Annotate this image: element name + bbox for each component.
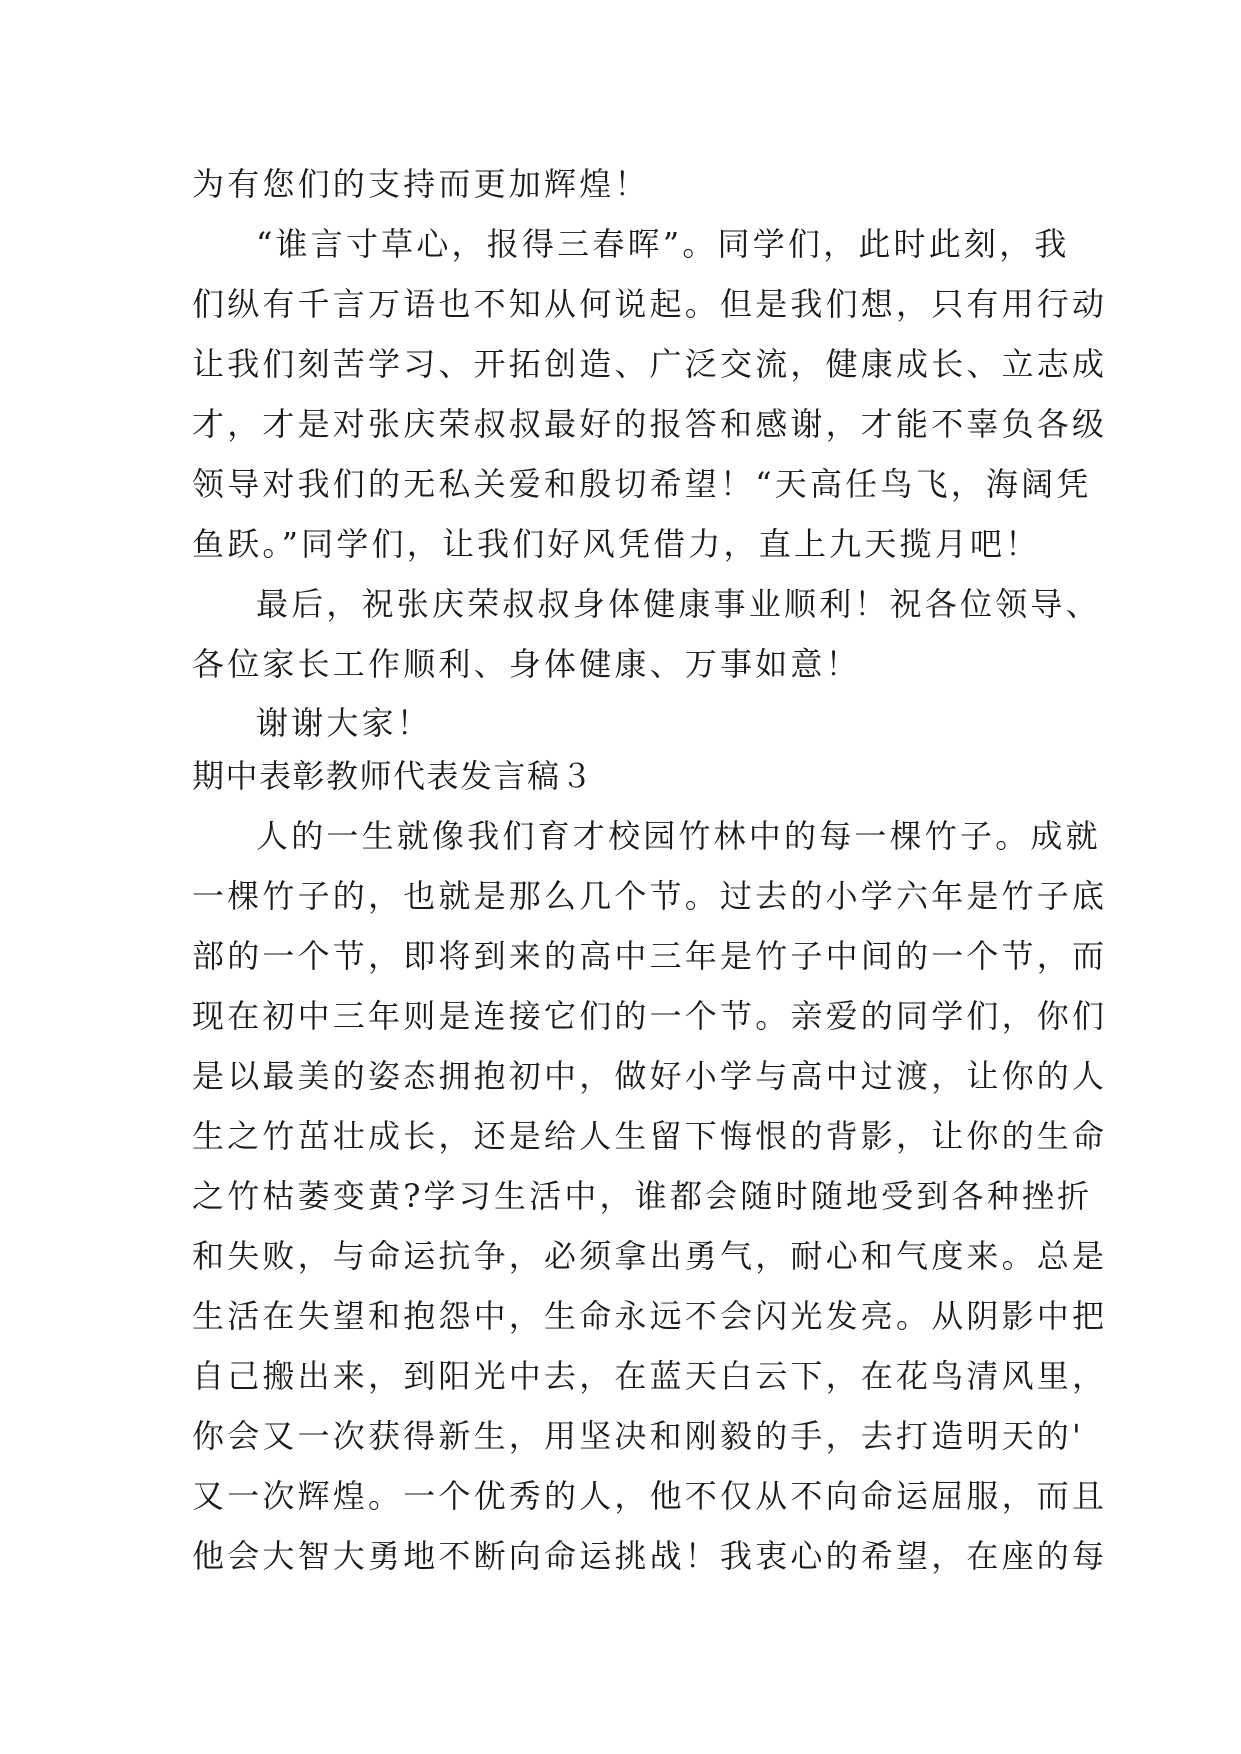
text-line: 领导对我们的无私关爱和殷切希望！“天高任鸟飞，海阔凭: [192, 465, 1092, 503]
text-line: 最后，祝张庆荣叔叔身体健康事业顺利！祝各位领导、: [256, 585, 1101, 623]
text-line: 和失败，与命运抗争，必须拿出勇气，耐心和气度来。总是: [192, 1237, 1108, 1275]
text-line: 一棵竹子的，也就是那么几个节。过去的小学六年是竹子底: [192, 877, 1108, 915]
text-line: 你会又一次获得新生，用坚决和刚毅的手，去打造明天的': [192, 1417, 1084, 1455]
text-line: 自己搬出来，到阳光中去，在蓝天白云下，在花鸟清风里，: [192, 1357, 1108, 1395]
text-line: 部的一个节，即将到来的高中三年是竹子中间的一个节，而: [192, 937, 1108, 975]
text-line: 各位家长工作顺利、身体健康、万事如意！: [192, 645, 861, 683]
text-line: “谁言寸草心，报得三春晖”。同学们，此时此刻，我: [256, 225, 1070, 263]
text-line: 鱼跃。”同学们，让我们好风凭借力，直上九天揽月吧！: [192, 525, 1041, 563]
text-line: 现在初中三年则是连接它们的一个节。亲爱的同学们，你们: [192, 997, 1108, 1035]
text-line: 是以最美的姿态拥抱初中，做好小学与高中过渡，让你的人: [192, 1057, 1108, 1095]
text-line: 为有您们的支持而更加辉煌！: [192, 165, 650, 203]
text-line: 他会大智大勇地不断向命运挑战！我衷心的希望，在座的每: [192, 1537, 1108, 1575]
text-line: 生活在失望和抱怨中，生命永远不会闪光发亮。从阴影中把: [192, 1297, 1108, 1335]
text-line: 生之竹茁壮成长，还是给人生留下悔恨的背影，让你的生命: [192, 1117, 1108, 1155]
text-line: 才，才是对张庆荣叔叔最好的报答和感谢，才能不辜负各级: [192, 405, 1108, 443]
text-line: 之竹枯萎变黄?学习生活中，谁都会随时随地受到各种挫折: [192, 1177, 1093, 1215]
text-line: 让我们刻苦学习、开拓创造、广泛交流，健康成长、立志成: [192, 345, 1108, 383]
section-heading: 期中表彰教师代表发言稿３: [192, 757, 595, 795]
text-line: 人的一生就像我们育才校园竹林中的每一棵竹子。成就: [256, 817, 1101, 855]
text-line: 们纵有千言万语也不知从何说起。但是我们想，只有用行动: [192, 285, 1108, 323]
text-line: 又一次辉煌。一个优秀的人，他不仅从不向命运屈服，而且: [192, 1477, 1108, 1515]
text-line: 谢谢大家！: [256, 704, 433, 742]
